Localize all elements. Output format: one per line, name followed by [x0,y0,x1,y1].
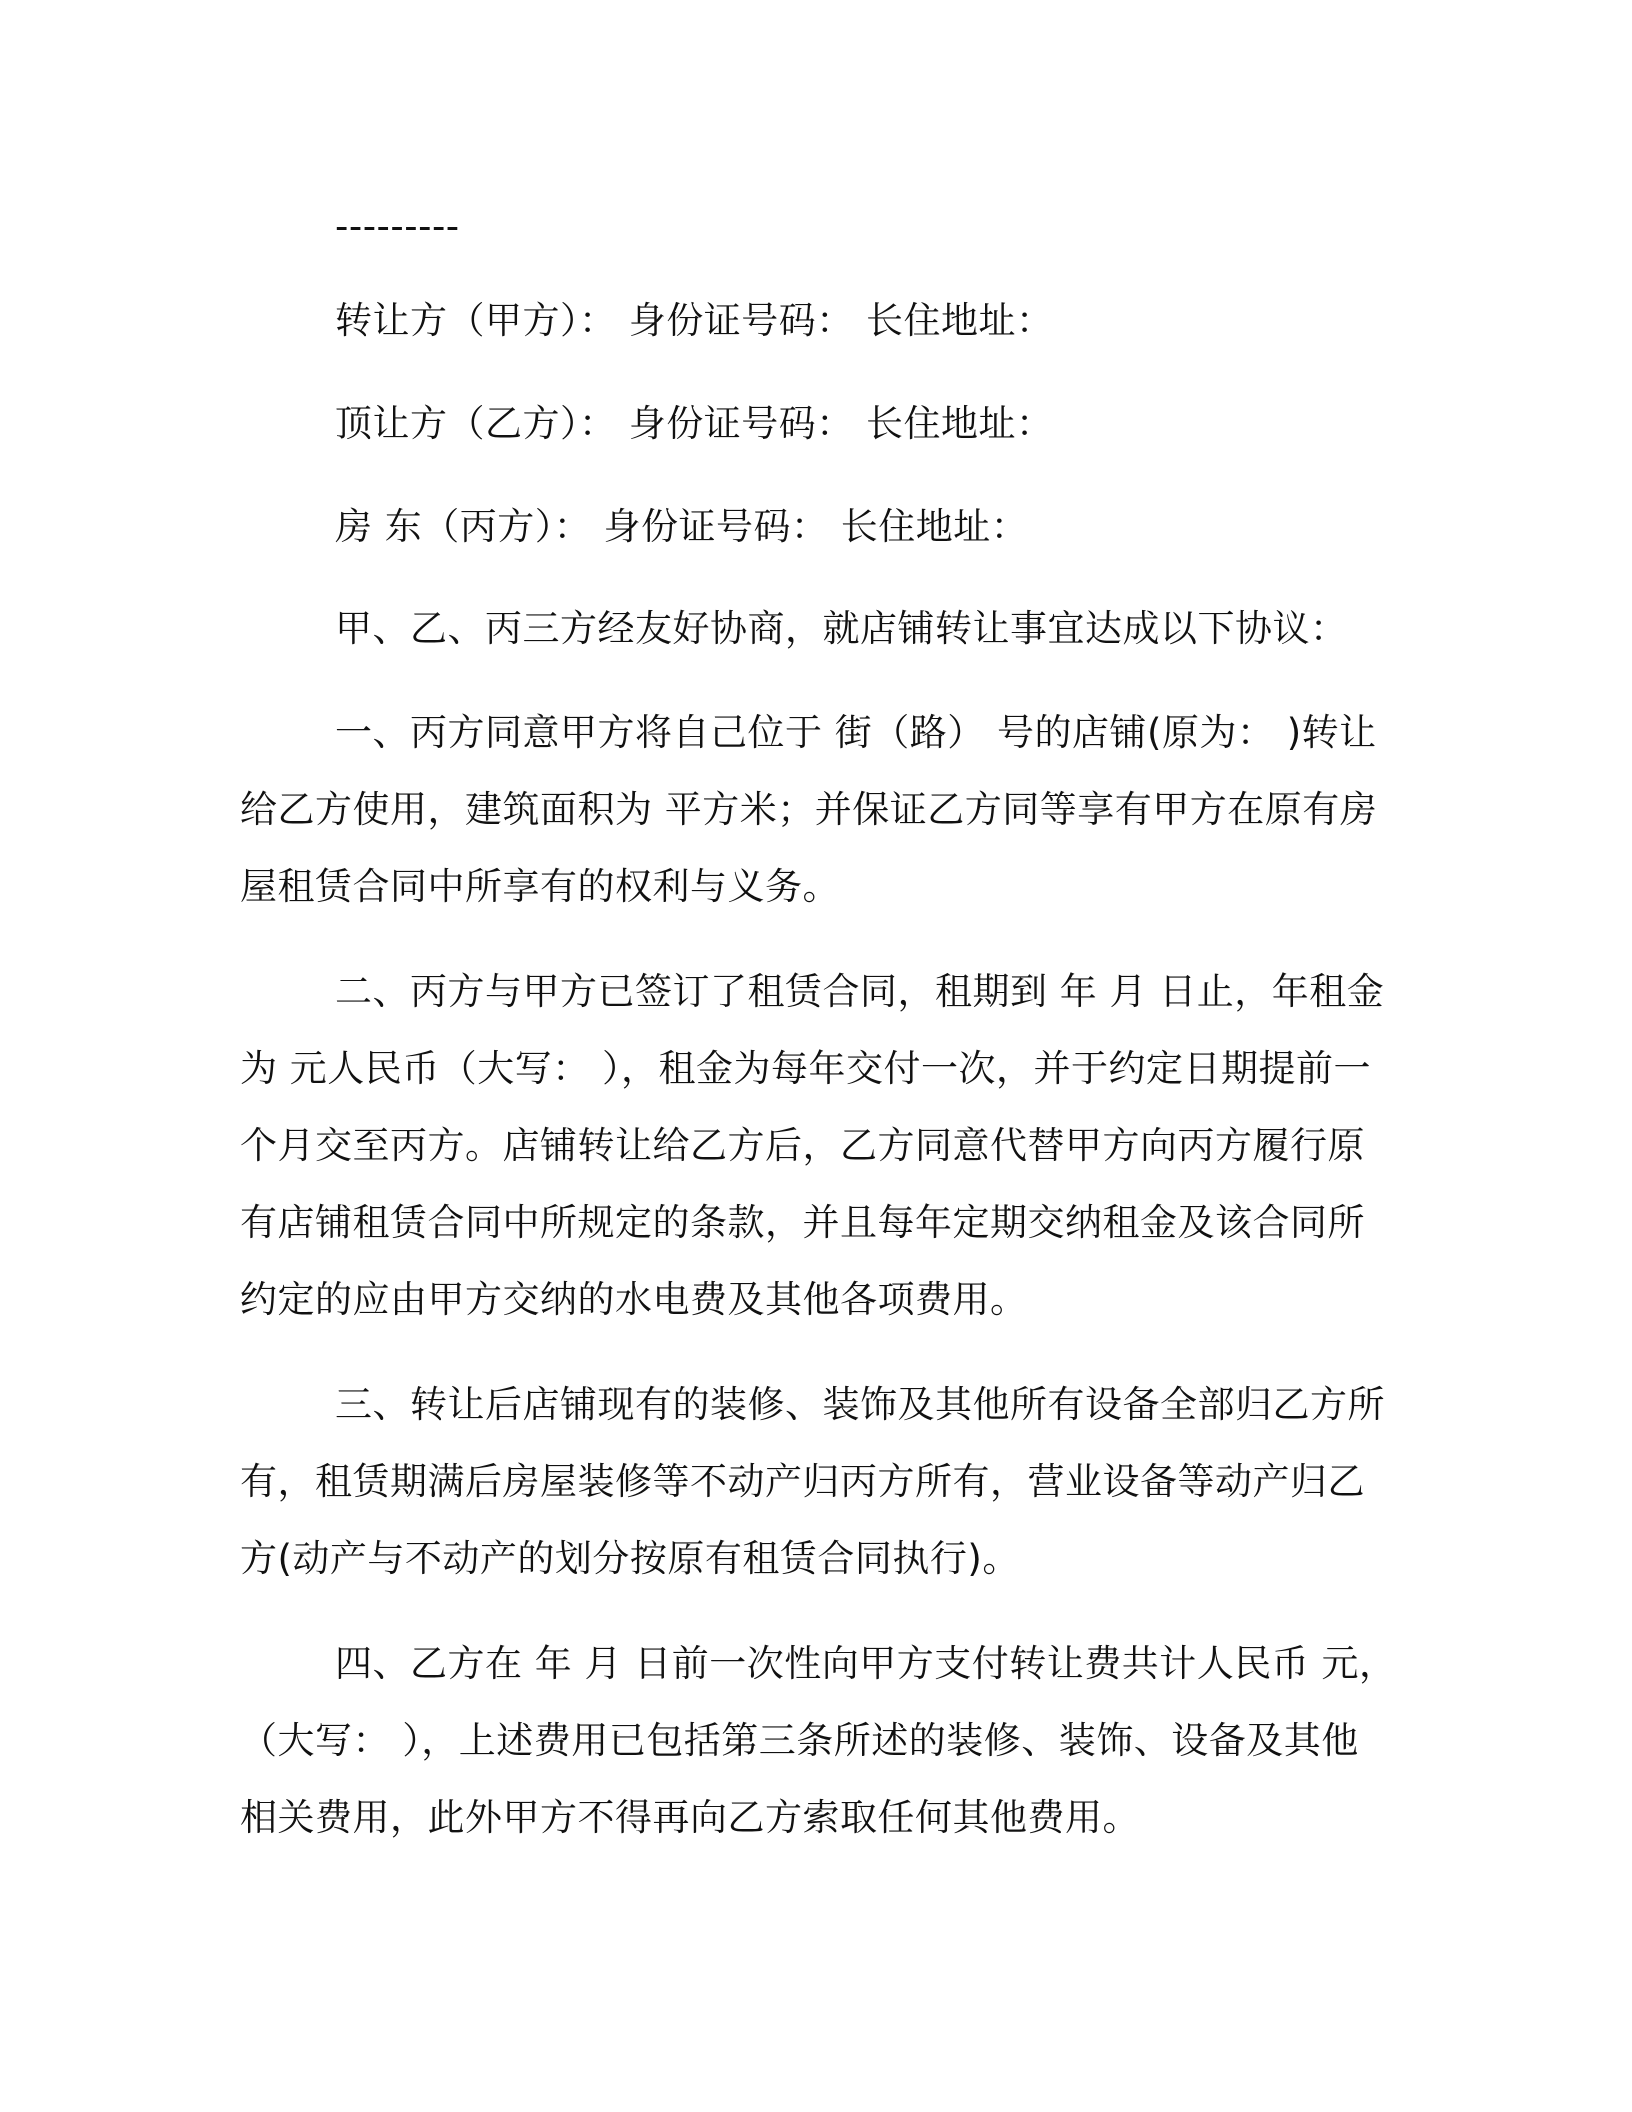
clause-4-line-2: （大写： ），上述费用已包括第三条所述的装修、装饰、设备及其他 [240,1719,1359,1762]
party-a-line: 转让方（甲方）： 身份证号码： 长住地址： [335,299,1054,342]
clause-4 [240,1625,1397,1856]
separator-line: --------- [335,205,460,248]
clause-2-line-3: 个月交至丙方。店铺转让给乙方后，乙方同意代替甲方向丙方履行原 [240,1124,1365,1167]
clause-3 [240,1366,1385,1597]
clause-2-line-1: 二、丙方与甲方已签订了租赁合同，租期到 年 月 日止，年租金 [335,970,1385,1013]
clause-2-line-4: 有店铺租赁合同中所规定的条款，并且每年定期交纳租金及该合同所 [240,1201,1365,1244]
clause-2 [240,953,1385,1338]
party-b-line: 顶让方（乙方）： 身份证号码： 长住地址： [335,402,1054,445]
clause-3-line-2: 有，租赁期满后房屋装修等不动产归丙方所有，营业设备等动产归乙 [240,1460,1365,1503]
clause-3-line-1: 三、转让后店铺现有的装修、装饰及其他所有设备全部归乙方所 [335,1383,1385,1426]
clause-4-line-1: 四、乙方在 年 月 日前一次性向甲方支付转让费共计人民币 元， [335,1642,1397,1685]
clause-1-line-1: 一、丙方同意甲方将自己位于 街（路） 号的店铺(原为： )转让 [335,711,1377,754]
clause-2-line-5: 约定的应由甲方交纳的水电费及其他各项费用。 [240,1278,1028,1321]
clause-1 [240,694,1380,925]
clause-4-line-3: 相关费用，此外甲方不得再向乙方索取任何其他费用。 [240,1796,1140,1839]
clause-1-line-3: 屋租赁合同中所享有的权利与义务。 [240,865,840,908]
clause-3-line-3: 方(动产与不动产的划分按原有租赁合同执行)。 [240,1537,1020,1580]
party-c-line: 房 东（丙方）： 身份证号码： 长住地址： [335,505,1029,548]
clause-2-line-2: 为 元人民币（大写： ），租金为每年交付一次，并于约定日期提前一 [240,1047,1372,1090]
clause-1-line-2: 给乙方使用，建筑面积为 平方米；并保证乙方同等享有甲方在原有房 [240,788,1378,831]
intro-line: 甲、乙、丙三方经友好协商，就店铺转让事宜达成以下协议： [335,607,1348,650]
